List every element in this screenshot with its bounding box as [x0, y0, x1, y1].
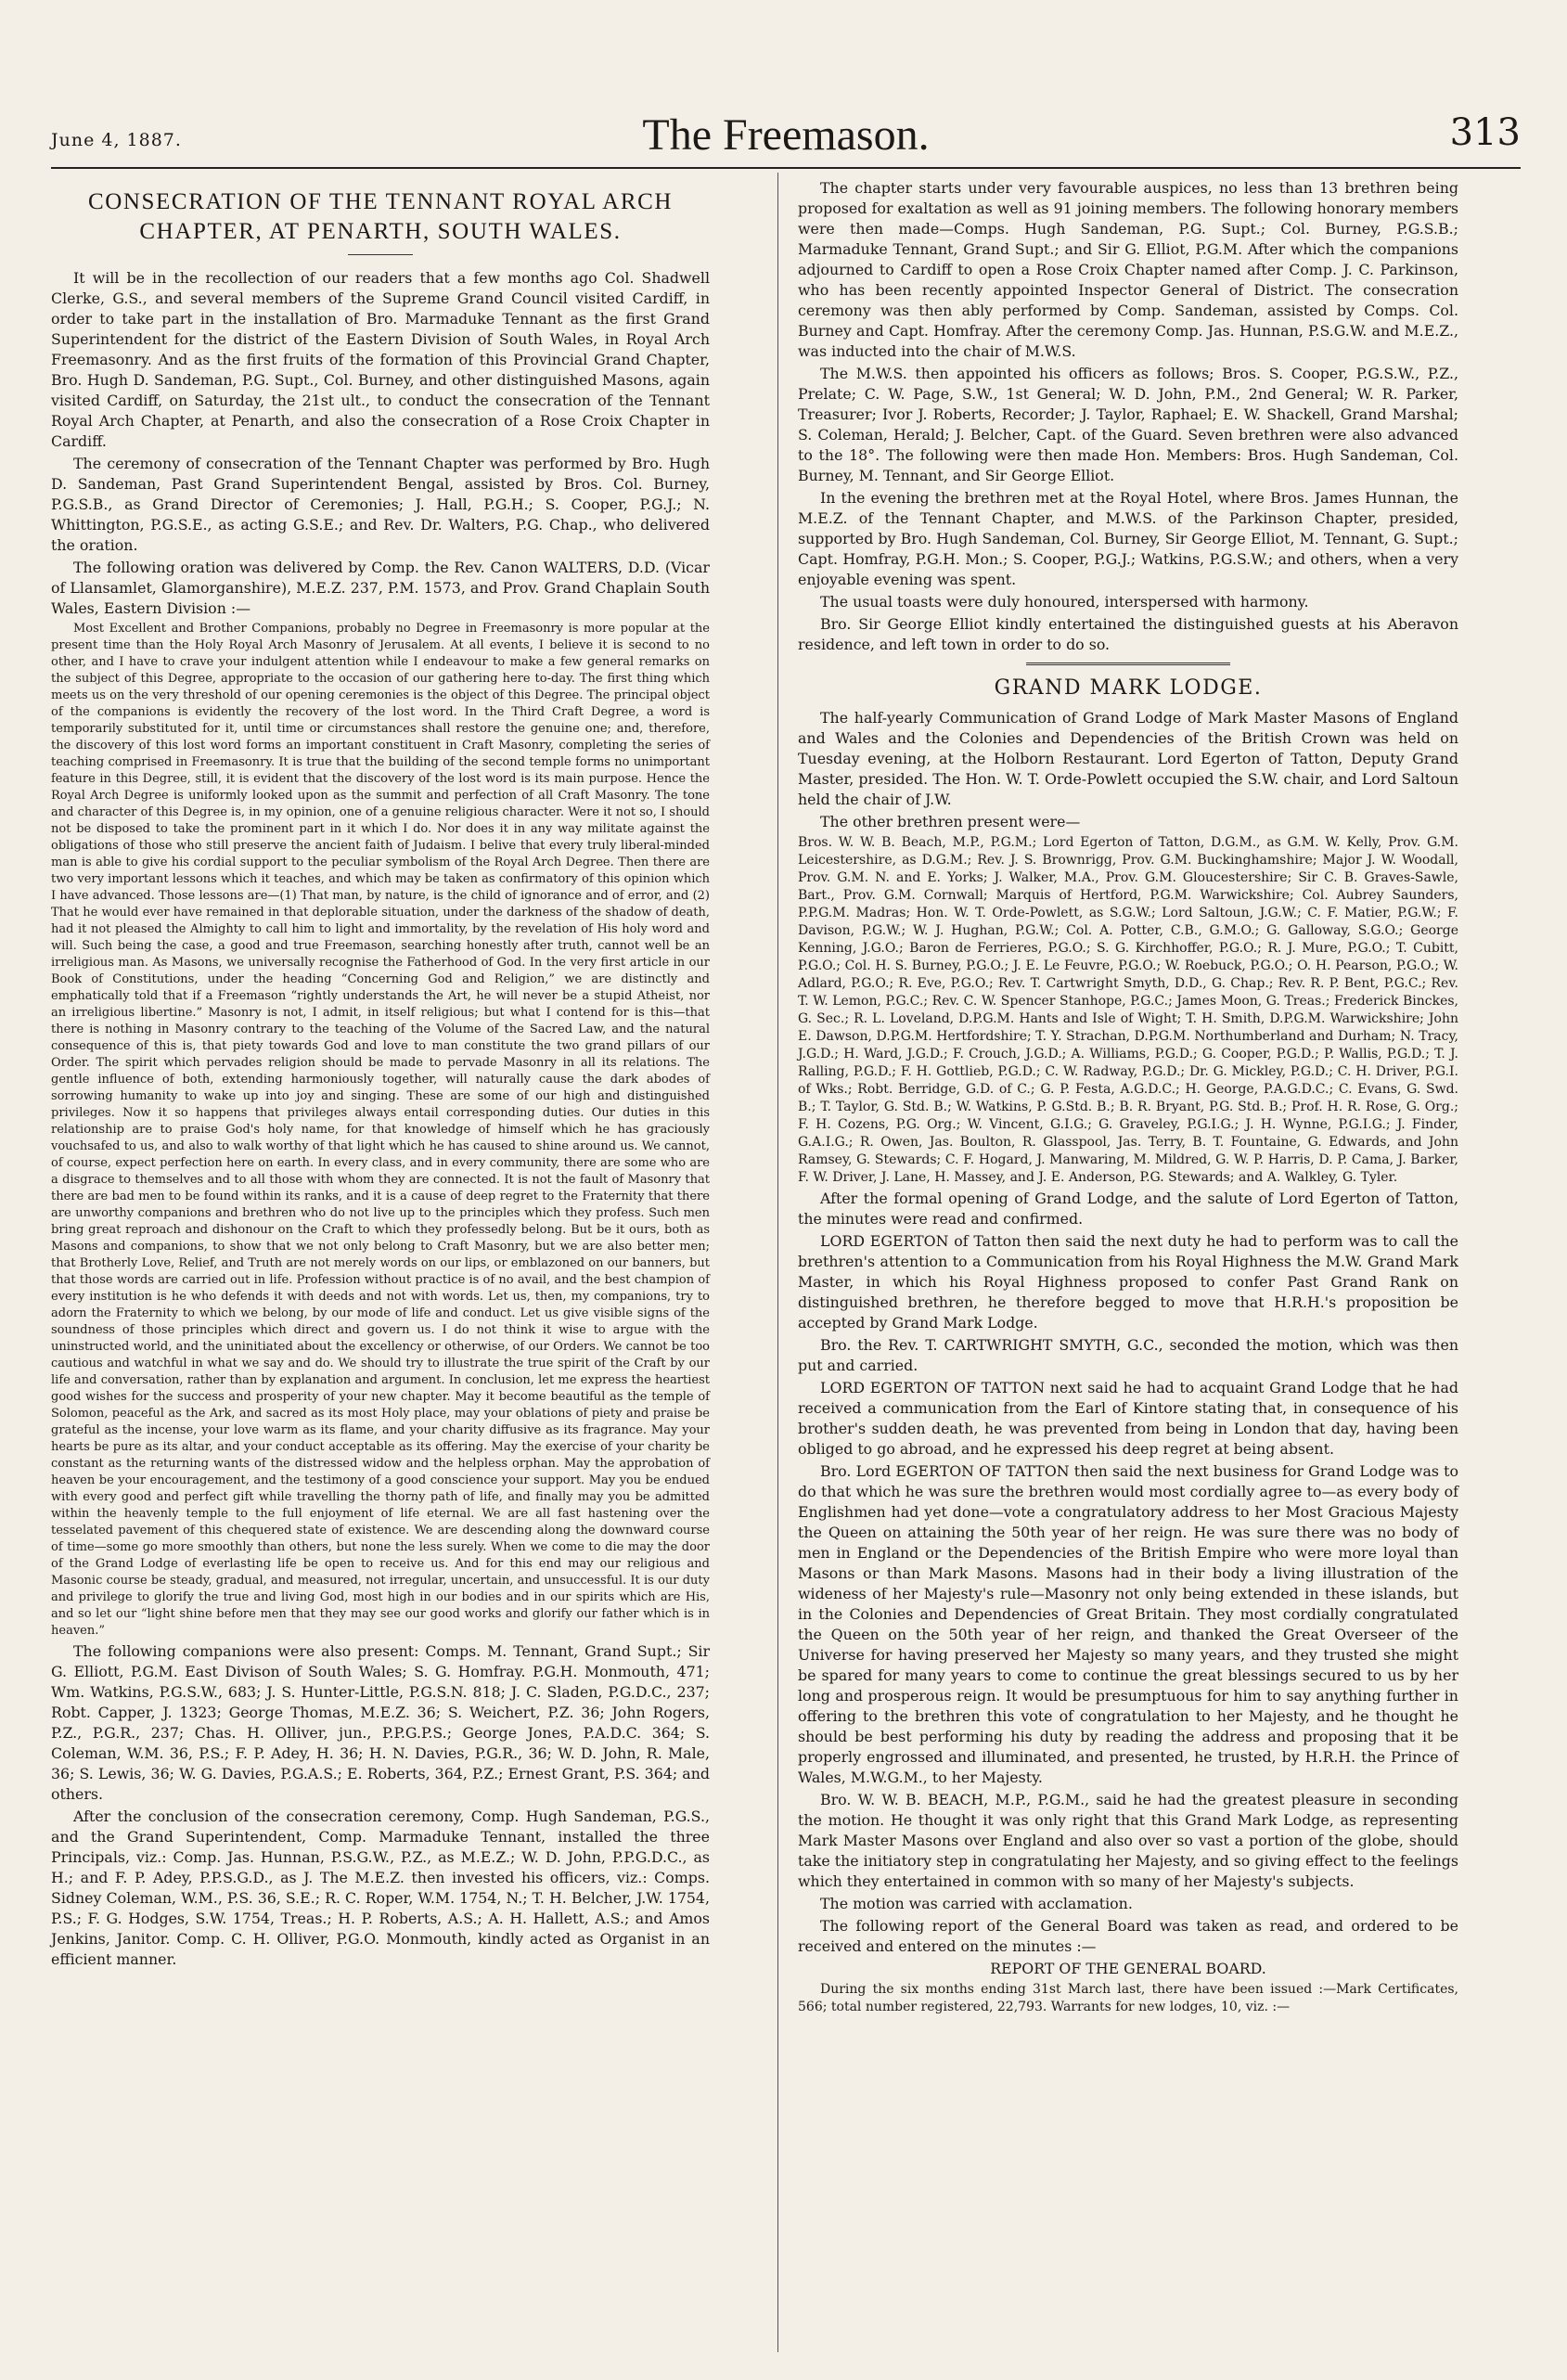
paragraph: The usual toasts were duly honoured, interspersed with harmony.	[820, 593, 1309, 611]
page-number: 313	[1449, 111, 1521, 154]
paragraph: The other brethren present were—	[820, 813, 1081, 830]
column-divider	[777, 173, 778, 2352]
paragraph: Bro. the Rev. T. CARTWRIGHT SMYTH, G.C., seconded the motion, which was then put and carried.	[798, 1336, 1458, 1374]
header-rule	[51, 167, 1521, 169]
paragraph: The following companions were also present: Comps. M. Tennant, Grand Supt.; Sir G. Elliott, P.G.M. East Divison of South Wales; S. G. Homfray. P.G.H. Monmouth, 471; Wm. Watkins, P.G.S.W., 683; J. S. Hunter-Little, P.G.S.N. 818; J. C. Sladen, P.G.D.C., 237; Robt. Capper, J. 1323; George Thomas, M.E.Z. 36; S. Weichert, P.Z. 36; John Rogers, P.Z., P.G.R., 237; Chas. H. Olliver, jun., P.P.G.P.S.; George Jones, P.A.D.C. 364; S. Coleman, W.M. 36, P.S.; F. P. Adey, H. 36; H. N. Davies, P.G.R., 36; W. D. John, R. Male, 36; S. Lewis, 36; W. G. Davies, P.G.A.S.; E. Roberts, 364, P.Z.; Ernest Grant, P.S. 364; and others.	[51, 1642, 710, 1803]
paragraph: The following report of the General Board was taken as read, and ordered to be received and entered on the minutes :—	[798, 1917, 1458, 1955]
article-heading-grand-mark-lodge: GRAND MARK LODGE.	[994, 676, 1263, 700]
paragraph: In the evening the brethren met at the Royal Hotel, where Bros. James Hunnan, the M.E.Z. of the Tennant Chapter, and M.W.S. of the Parkinson Chapter, presided, supported by Bro. Hugh Sandeman, Col. Burney, Sir George Elliot, M. Tennant, G. Supt.; Capt. Homfray, P.G.H. Mon.; S. Cooper, P.G.J.; Watkins, P.G.S.W.; and others, when a very enjoyable evening was spent.	[798, 489, 1458, 588]
attendees-list: Bros. W. W. B. Beach, M.P., P.G.M.; Lord Egerton of Tatton, D.G.M., as G.M. W. Kelly, Prov. G.M. Leicestershire, as D.G.M.; Rev. J. S. Brownrigg, Prov. G.M. Buckinghamshire; Major J. W. Woodall, Prov. G.M. N. and E. Yorks; J. Walker, M.A., Prov. G.M. Gloucestershire; Sir C. B. Graves-Sawle, Bart., Prov. G.M. Cornwall; Marquis of Hertford, P.G.M. Warwickshire; Col. Aubrey Saunders, P.P.G.M. Madras; Hon. W. T. Orde-Powlett, as S.G.W.; Lord Saltoun, J.G.W.; C. F. Matier, P.G.W.; F. Davison, P.G.W.; W. J. Hughan, P.G.W.; Col. A. Potter, C.B., G.M.O.; G. Galloway, S.G.O.; George Kenning, J.G.O.; Baron de Ferrieres, P.G.O.; S. G. Kirchhoffer, P.G.O.; R. J. Mure, P.G.O.; T. Cubitt, P.G.O.; Col. H. S. Burney, P.G.O.; J. E. Le Feuvre, P.G.O.; W. Roebuck, P.G.O.; O. H. Pearson, P.G.O.; W. Adlard, P.G.O.; R. Eve, P.G.O.; Rev. T. Cartwright Smyth, D.D., G. Chap.; Rev. R. P. Bent, P.G.C.; Rev. T. W. Lemon, P.G.C.; Rev. C. W. Spencer Stanhope, P.G.C.; James Moon, G. Treas.; Frederick Binckes, G. Sec.; R. L. Loveland, D.P.G.M. Hants and Isle of Wight; T. H. Smith, D.P.G.M. Warwickshire; John E. Dawson, D.P.G.M. Hertfordshire; T. Y. Strachan, D.P.G.M. Northumberland and Durham; N. Tracy, J.G.D.; H. Ward, J.G.D.; F. Crouch, J.G.D.; A. Williams, P.G.D.; G. Cooper, P.G.D.; P. Wallis, P.G.D.; T. J. Ralling, P.G.D.; F. H. Gottlieb, P.G.D.; C. W. Radway, P.G.D.; Dr. G. Mickley, P.G.D.; C. H. Driver, P.G.I. of Wks.; Robt. Berridge, G.D. of C.; G. P. Festa, A.G.D.C.; H. George, P.A.G.D.C.; C. Evans, G. Swd. B.; T. Taylor, G. Std. B.; W. Watkins, P. G.Std. B.; B. R. Bryant, P.G. Std. B.; Prof. H. R. Rose, G. Org.; F. H. Cozens, P.G. Org.; W. Vincent, G.I.G.; G. Graveley, P.G.I.G.; J. H. Wynne, P.G.I.G.; J. Finder, G.A.I.G.; R. Owen, Jas. Boulton, R. Glasspool, Jas. Terry, B. T. Fountaine, G. Edwards, and John Ramsey, G. Stewards; C. F. Hogard, J. Manwaring, M. Mildred, G. W. P. Harris, D. P. Cama, J. Barker, F. W. Driver, J. Lane, H. Massey, and J. E. Anderson, P.G. Stewards; and A. Walkley, G. Tyler.	[798, 835, 1458, 1185]
paragraph: LORD EGERTON OF TATTON next said he had to acquaint Grand Lodge that he had received a communication from the Earl of Kintore stating that, in consequence of his brother's sudden death, he was prevented from being in London that day, having been obliged to go abroad, and he expressed his deep regret at being absent.	[798, 1379, 1458, 1458]
section-separator	[1026, 663, 1230, 665]
left-column	[51, 178, 710, 1972]
paragraph: The ceremony of consecration of the Tennant Chapter was performed by Bro. Hugh D. Sandeman, Past Grand Superintendent Bengal, assisted by Bros. Col. Burney, P.G.S.B., as Grand Director of Ceremonies; J. Hall, P.G.H.; S. Cooper, P.G.J.; N. Whittington, P.G.S.E., as acting G.S.E.; and Rev. Dr. Walters, P.G. Chap., who delivered the oration.	[51, 455, 710, 554]
paragraph: Bro. W. W. B. BEACH, M.P., P.G.M., said he had the greatest pleasure in seconding the motion. He thought it was only right that this Grand Mark Lodge, as representing Mark Master Masons over England and also over so vast a portion of the globe, should take the initiatory step in congratulating her Majesty, and so giving effect to the feelings which they entertained in common with so many of her Majesty's subjects.	[798, 1791, 1458, 1890]
heading-separator	[348, 254, 413, 255]
oration-text: Most Excellent and Brother Companions, probably no Degree in Freemasonry is more popular at the present time than the Holy Royal Arch Masonry of Jerusalem. At all events, I believe it is second to no other, and I have to crave your indulgent attention while I endeavour to make a few general remarks on the subject of this Degree, appropriate to the occasion of our gathering here to-day. The first thing which meets us on the very threshold of our opening ceremonies is the object of this Degree. The principal object of the companions is evidently the recovery of the lost word. In the Third Craft Degree, a word is temporarily substituted for it, until time or circumstances shall restore the genuine one; and, therefore, the discovery of this lost word forms an important constituent in Craft Masonry, completing the series of teaching comprised in Freemasonry. It is true that the building of the second temple forms no unimportant feature in this Degree, still, it is evident that the discovery of the lost word is its main purpose. Hence the Royal Arch Degree is uniformly looked upon as the summit and perfection of all Craft Masonry. The tone and character of this Degree is, in my opinion, one of a genuine religious character. Were it not so, I should not be disposed to take the prominent part in it which I do. Nor does it in any way militate against the obligations of those who still preserve the ancient faith of Judaism. I belive that every truly liberal-minded man is able to give his cordial support to the peculiar symbolism of the Royal Arch Degree. Then there are two very important lessons which it teaches, and which may be taken as confirmatory of this opinion which I have advanced. Those lessons are—(1) That man, by nature, is the child of ignorance and of error, and (2) That he would ever have remained in that deplorable situation, under the darkness of the shadow of death, had it not pleased the Almighty to call him to light and immortality, by the revelation of His holy word and will. Such being the case, a good and true Freemason, searching honestly after truth, cannot well be an irreligious man. As Masons, we universally recognise the Fatherhood of God. In the very first article in our Book of Constitutions, under the heading “Concerning God and Religion,” we are distinctly and emphatically told that if a Freemason “rightly understands the Art, he will never be a stupid Atheist, nor an irreligious libertine.” Masonry is not, I admit, in itself religious; but what I contend for is this—that there is nothing in Masonry contrary to the teaching of the Volume of the Sacred Law, and the natural consequence of this is, that piety towards God and love to man constitute the two grand pillars of our Order. The spirit which pervades religion should be made to pervade Masonry in all its relations. The gentle influence of both, extending harmoniously together, will naturally cause the dark abodes of sorrowing humanity to wake up into joy and singing. These are some of our high and distinguished privileges. Now it so happens that privileges always entail corresponding duties. Our duties in this relationship are to praise God's holy name, for that knowledge of himself which he has graciously vouchsafed to us, and also to walk worthy of that light which he has caused to shine around us. We cannot, of course, expect perfection here on earth. In every class, and in every community, there are some who are a disgrace to themselves and to all those with whom they are connected. It is not the fault of Masonry that there are bad men to be found within its ranks, and it is a cause of deep regret to the Fraternity that there are unworthy companions and brethren who do not live up to the principles which they profess. Such men bring great reproach and dishonour on the Craft to which they professedly belong. But be it ours, both as Masons and companions, to show that we not only belong to Craft Masonry, but we are also better men; that Brotherly Love, Relief, and Truth are not merely words on our lips, or emblazoned on our banners, but that those words are carried out in life. Profession without practice is of no avail, and the best champion of every institution is he who defends it with deeds and not with words. Let us, then, my companions, try to adorn the Fraternity to which we belong, by our mode of life and conduct. Let us give visible signs of the soundness of those principles which direct and govern us. I do not think it wise to argue with the uninstructed world, and the uninitiated about the excellency or otherwise, of our Orders. We cannot be too cautious and watchful in what we say and do. We should try to illustrate the true spirit of the Craft by our life and conversation, rather than by explanation and argument. In conclusion, let me express the heartiest good wishes for the success and prosperity of your new chapter. May it become beautiful as the temple of Solomon, peaceful as the Ark, and sacred as its most Holy place, may your oblations of piety and praise be grateful as the incense, your love warm as its flame, and your charity diffusive as its fragrance. May your hearts be pure as its altar, and your conduct acceptable as its offering. May the exercise of your charity be constant as the returning wants of the distressed widow and the helpless orphan. May the approbation of heaven be your encouragement, and the testimony of a good conscience your support. May you be endued with every good and perfect gift while travelling the thorny path of life, and finally may you be admitted within the heavenly temple to the full enjoyment of life eternal. We are all fast hastening over the tesselated pavement of this chequered state of existence. We are descending along the downward course of time—some go more smoothly than others, but none the less surely. When we come to die may the door of the Grand Lodge of everlasting life be open to receive us. And for this end may our religious and Masonic course be steady, gradual, and measured, not irregular, uncertain, and unsuccessful. It is our duty and privilege to glorify the true and living God, most high in our bodies and in our spirits which are His, and so let our “light shine before men that they may see our good works and glorify our father which is in heaven.”	[51, 622, 710, 1638]
report-heading: REPORT OF THE GENERAL BOARD.	[990, 1960, 1266, 1977]
paragraph: After the conclusion of the consecration ceremony, Comp. Hugh Sandeman, P.G.S., and the Grand Superintendent, Comp. Marmaduke Tennant, installed the three Principals, viz.: Comp. Jas. Hunnan, P.S.G.W., P.Z., as M.E.Z.; W. D. John, P.P.G.D.C., as H.; and F. P. Adey, P.P.S.G.D., as J. The M.E.Z. then invested his officers, viz.: Comps. Sidney Coleman, W.M., P.S. 36, S.E.; R. C. Roper, W.M. 1754, N.; T. H. Belcher, J.W. 1754, P.S.; F. G. Hodges, S.W. 1754, Treas.; H. P. Roberts, A.S.; A. H. Hallett, A.S.; and Amos Jenkins, Janitor. Comp. C. H. Olliver, P.G.O. Monmouth, kindly acted as Organist in an efficient manner.	[51, 1808, 710, 1968]
paragraph: Bro. Lord EGERTON OF TATTON then said the next business for Grand Lodge was to do that which he was sure the brethren would most cordially agree to—as every body of Englishmen had yet done—vote a congratulatory address to her Most Gracious Majesty the Queen on attaining the 50th year of her reign. He was sure there was no body of men in England or the Dependencies of the British Empire who were more loyal than Masons or than Mark Masons. Masons had in their body a living illustration of the wideness of her Majesty's rule—Masonry not only being extended in these islands, but in the Colonies and Dependencies of Great Britain. They most cordially congratulated the Queen on the 50th year of her reign, and thanked the Great Overseer of the Universe for having preserved her Majesty so many years, and they trusted she might be spared for many years to come to continue the great blessings secured to us by her long and prosperous reign. It would be presumptuous for him to say anything further in offering to the brethren this vote of congratulation to her Majesty, and he thought he should be best performing his duty by reading the address and proposing that it be properly engrossed and illuminated, and presented, he trusted, by H.R.H. the Prince of Wales, M.W.G.M., to her Majesty.	[798, 1462, 1458, 1786]
article-heading-consecration: CONSECRATION OF THE TENNANT ROYAL ARCH CHAPTER, AT PENARTH, SOUTH WALES.	[87, 189, 674, 244]
paragraph: The following oration was delivered by Comp. the Rev. Canon WALTERS, D.D. (Vicar of Llansamlet, Glamorganshire), M.E.Z. 237, P.M. 1573, and Prov. Grand Chaplain South Wales, Eastern Division :—	[51, 559, 710, 617]
paragraph: It will be in the recollection of our readers that a few months ago Col. Shadwell Clerke, G.S., and several members of the Supreme Grand Council visited Cardiff, in order to take part in the installation of Bro. Marmaduke Tennant as the first Grand Superintendent for the district of the Eastern Division of South Wales, in Royal Arch Freemasonry. And as the first fruits of the formation of this Provincial Grand Chapter, Bro. Hugh D. Sandeman, P.G. Supt., Col. Burney, and other distinguished Masons, again visited Cardiff, on Saturday, the 21st ult., to conduct the consecration of the Tennant Royal Arch Chapter, at Penarth, and also the consecration of a Rose Croix Chapter in Cardiff.	[51, 269, 710, 450]
masthead	[51, 109, 1521, 165]
issue-date: June 4, 1887.	[51, 130, 182, 150]
paragraph: LORD EGERTON of Tatton then said the next duty he had to perform was to call the brethren's attention to a Communication from his Royal Highness the M.W. Grand Mark Master, in which his Royal Highness proposed to confer Past Grand Rank on distinguished brethren, he therefore begged to move that H.R.H.'s proposition be accepted by Grand Mark Lodge.	[798, 1232, 1458, 1332]
paragraph: During the six months ending 31st March last, there have been issued :—Mark Certificates, 566; total number registered, 22,793. Warrants for new lodges, 10, viz. :—	[798, 1982, 1458, 2014]
paragraph: After the formal opening of Grand Lodge, and the salute of Lord Egerton of Tatton, the minutes were read and confirmed.	[798, 1190, 1458, 1228]
paragraph: Bro. Sir George Elliot kindly entertained the distinguished guests at his Aberavon residence, and left town in order to do so.	[798, 615, 1458, 653]
paragraph: The motion was carried with acclamation.	[820, 1895, 1133, 1912]
paragraph: The chapter starts under very favourable auspices, no less than 13 brethren being proposed for exaltation as well as 91 joining members. The following honorary members were then made—Comps. Hugh Sandeman, P.G. Supt.; Col. Burney, P.G.S.B.; Marmaduke Tennant, Grand Supt.; and Sir G. Elliot, P.G.M. After which the companions adjourned to Cardiff to open a Rose Croix Chapter named after Comp. J. C. Parkinson, who has been recently appointed Inspector General of District. The consecration ceremony was then ably performed by Comp. Sandeman, assisted by Comps. Col. Burney and Capt. Homfray. After the ceremony Comp. Jas. Hunnan, P.S.G.W. and M.E.Z., was inducted into the chair of M.W.S.	[798, 179, 1458, 360]
paragraph: The M.W.S. then appointed his officers as follows; Bros. S. Cooper, P.G.S.W., P.Z., Prelate; C. W. Page, S.W., 1st General; W. D. John, P.M., 2nd General; W. R. Parker, Treasurer; Ivor J. Roberts, Recorder; J. Taylor, Raphael; E. W. Shackell, Grand Marshal; S. Coleman, Herald; J. Belcher, Capt. of the Guard. Seven brethren were also advanced to the 18°. The following were then made Hon. Members: Bros. Hugh Sandeman, Col. Burney, M. Tennant, and Sir George Elliot.	[798, 365, 1458, 484]
right-column	[798, 178, 1458, 2018]
paragraph: The half-yearly Communication of Grand Lodge of Mark Master Masons of England and Wales and the Colonies and Dependencies of the British Crown was held on Tuesday evening, at the Holborn Restaurant. Lord Egerton of Tatton, Deputy Grand Master, presided. The Hon. W. T. Orde-Powlett occupied the S.W. chair, and Lord Saltoun held the chair of J.W.	[798, 709, 1458, 808]
publication-title: The Freemason.	[642, 110, 930, 160]
